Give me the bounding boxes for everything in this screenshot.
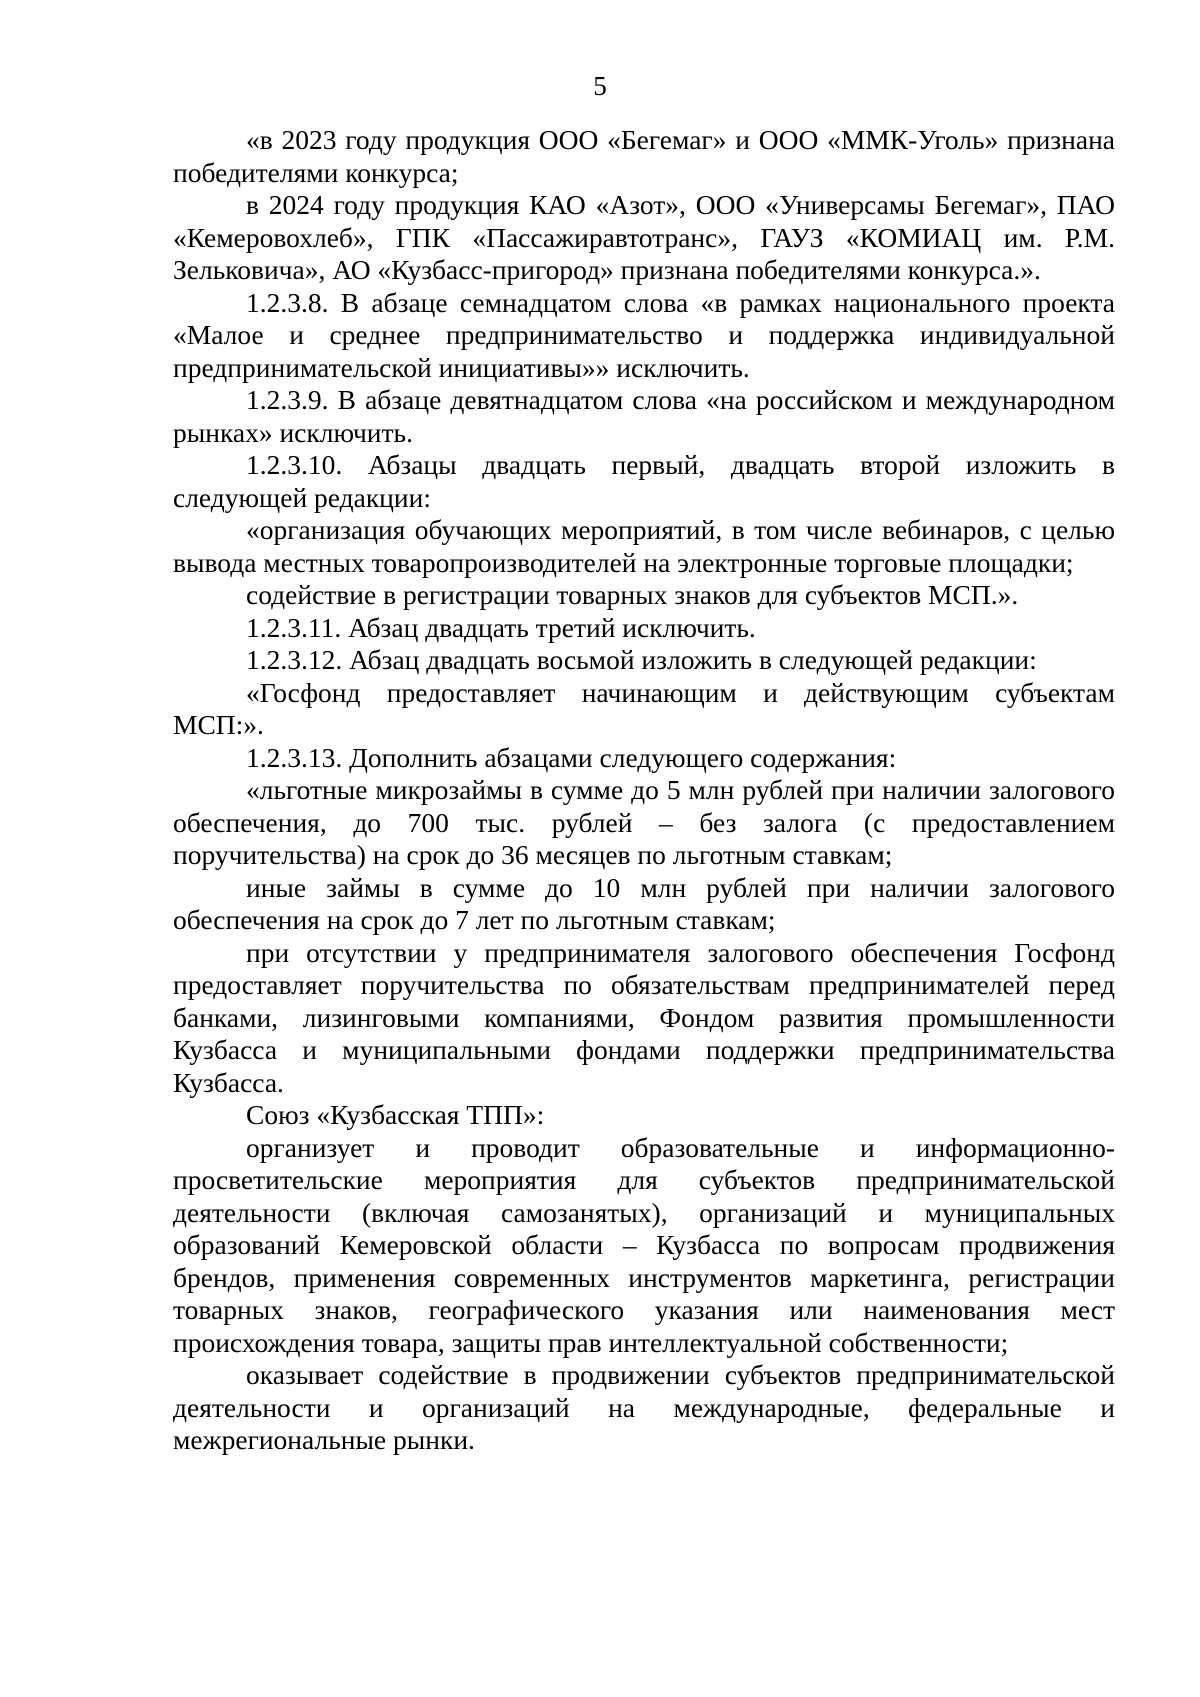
paragraph-microloans: «льготные микрозаймы в сумме до 5 млн рублей при наличии залогового обеспечения, до 700 тыс. рублей – без залога (с предоставлением поручительства) на срок до 36 месяцев по льготным ставкам;	[173, 774, 1115, 870]
paragraph-gosfond-provides: «Госфонд предоставляет начинающим и действующим субъектам МСП:».	[173, 676, 1115, 740]
paragraph-1-2-3-11: 1.2.3.11. Абзац двадцать третий исключить.	[246, 611, 756, 643]
paragraph-educational-events: организует и проводит образовательные и информационно-просветительские мероприятия для субъектов предпринимательской деятельности (включая самозанятых), организаций и муниципальных образований Кемеровской области – Кузбасса по вопросам продвижения брендов, применения современных инструментов маркетинга, регистрации товарных знаков, географического указания или наименования мест происхождения товара, защиты прав интеллектуальной собственности;	[173, 1131, 1115, 1358]
paragraph-1-2-3-12: 1.2.3.12. Абзац двадцать восьмой изложить в следующей редакции:	[246, 644, 1037, 675]
paragraph-kuzbass-tpp: Союз «Кузбасская ТПП»:	[246, 1099, 545, 1130]
paragraph-1-2-3-10: 1.2.3.10. Абзацы двадцать первый, двадцать второй изложить в следующей редакции:	[173, 449, 1115, 513]
document-body	[173, 124, 1115, 1457]
paragraph-other-loans: иные займы в сумме до 10 млн рублей при наличии залогового обеспечения на срок до 7 лет по льготным ставкам;	[173, 871, 1115, 935]
page-number: 5	[593, 71, 607, 101]
paragraph-contest-2023: «в 2023 году продукция ООО «Бегемаг» и ООО «ММК-Уголь» признана победителями конкурса;	[173, 124, 1115, 188]
paragraph-guarantees: при отсутствии у предпринимателя залогового обеспечения Госфонд предоставляет поручительства по обязательствам предпринимателей перед банками, лизинговыми компаниями, Фондом развития промышленности Кузбасса и муниципальными фондами поддержки предпринимательства Кузбасса.	[173, 936, 1115, 1098]
paragraph-1-2-3-8: 1.2.3.8. В абзаце семнадцатом слова «в рамках национального проекта «Малое и среднее предпринимательство и поддержка индивидуальной предпринимательской инициативы»» исключить.	[173, 286, 1115, 383]
paragraph-1-2-3-9: 1.2.3.9. В абзаце девятнадцатом слова «на российском и международном рынках» исключить.	[173, 384, 1115, 448]
paragraph-1-2-3-13: 1.2.3.13. Дополнить абзацами следующего содержания:	[246, 741, 897, 773]
paragraph-contest-2024: в 2024 году продукция КАО «Азот», ООО «Универсамы Бегемаг», ПАО «Кемеровохлеб», ГПК «Пассажиравтотранс», ГАУЗ «КОМИАЦ им. Р.М. Зельковича», АО «Кузбасс-пригород» признана победителями конкурса.».	[173, 189, 1115, 285]
paragraph-market-promotion: оказывает содействие в продвижении субъектов предпринимательской деятельности и организаций на международные, федеральные и межрегиональные рынки.	[173, 1359, 1115, 1455]
paragraph-trademark-assistance: содействие в регистрации товарных знаков для субъектов МСП.».	[246, 579, 1019, 610]
paragraph-training-events: «организация обучающих мероприятий, в том числе вебинаров, с целью вывода местных товаропроизводителей на электронные торговые площадки;	[173, 514, 1115, 578]
